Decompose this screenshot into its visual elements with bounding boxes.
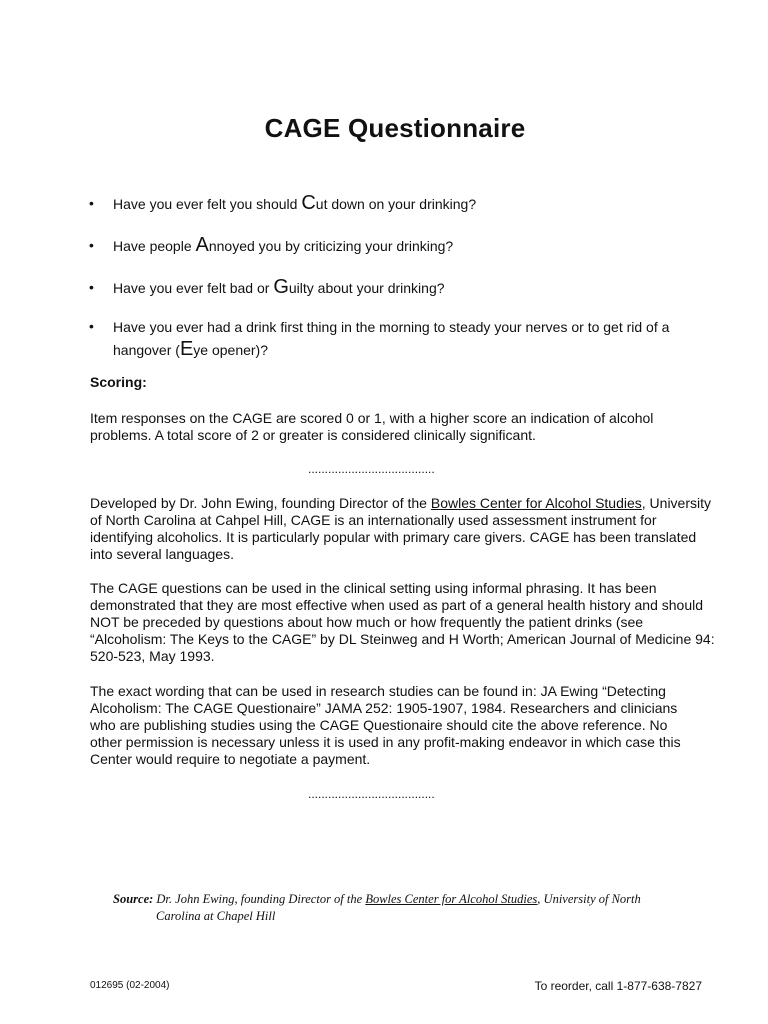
question-annoyed: Have people Annoyed you by criticizing your drinking?: [113, 234, 454, 256]
cage-letter-a: A: [195, 234, 209, 256]
scoring-text: Item responses on the CAGE are scored 0 or 1, with a higher score an indication of alcohol problems. A total score of 2 or greater is considered clinically significant.: [90, 410, 654, 443]
cage-letter-e: E: [179, 338, 194, 360]
form-code: 012695 (02-2004): [90, 980, 170, 991]
separator: ......................................: [308, 462, 435, 476]
bullet: •: [89, 195, 94, 211]
cage-letter-c: C: [301, 192, 316, 214]
reorder-phone: To reorder, call 1-877-638-7827: [534, 979, 702, 993]
page-title: CAGE Questionnaire: [264, 113, 526, 143]
developed-paragraph: Developed by Dr. John Ewing, founding Director of the Bowles Center for Alcohol Studies, University of North Carolina at Cahpel Hill, CAGE is an internationally used assessment instrument for identifying alcoholics. It is particularly popular with primary care givers. CAGE has been translated into several languages.: [90, 495, 711, 562]
bullet: •: [89, 318, 94, 334]
cage-letter-g: G: [273, 276, 289, 298]
question-cut-down: Have you ever felt you should Cut down on your drinking?: [113, 192, 477, 214]
separator: ......................................: [308, 787, 435, 801]
question-eye-opener: Have you ever had a drink first thing in the morning to steady your nerves or to get rid of a hangover (Eye opener)?: [113, 319, 670, 360]
scoring-heading: Scoring:: [90, 374, 147, 390]
bowles-center-link[interactable]: Bowles Center for Alcohol Studies: [430, 495, 642, 511]
question-guilty: Have you ever felt bad or Guilty about your drinking?: [113, 276, 445, 298]
research-paragraph: The exact wording that can be used in research studies can be found in: JA Ewing “Detecting Alcoholism: The CAGE Questionaire” JAMA 252: 1905-1907, 1984. Researchers and clinicians who are publishing studies using the CAGE Questionaire should cite the above reference. No other permission is necessary unless it is used in any profit-making endeavor in which case this Center would require to negotiate a payment.: [90, 683, 681, 767]
source-label: Source:: [113, 892, 154, 906]
source-citation: Source: Dr. John Ewing, founding Director of the Bowles Center for Alcohol Studies, University of North Carolina at Chapel Hill: [113, 892, 641, 923]
bullet: •: [89, 237, 94, 253]
source-bowles-link[interactable]: Bowles Center for Alcohol Studies: [365, 892, 538, 906]
clinical-paragraph: The CAGE questions can be used in the clinical setting using informal phrasing. It has been demonstrated that they are most effective when used as part of a general health history and should NOT be preceded by questions about how much or how frequently the patient drinks (see “Alcoholism: The Keys to the CAGE” by DL Steinweg and H Worth; American Journal of Medicine 94: 520-523, May 1993.: [90, 580, 715, 664]
bullet: •: [89, 279, 94, 295]
